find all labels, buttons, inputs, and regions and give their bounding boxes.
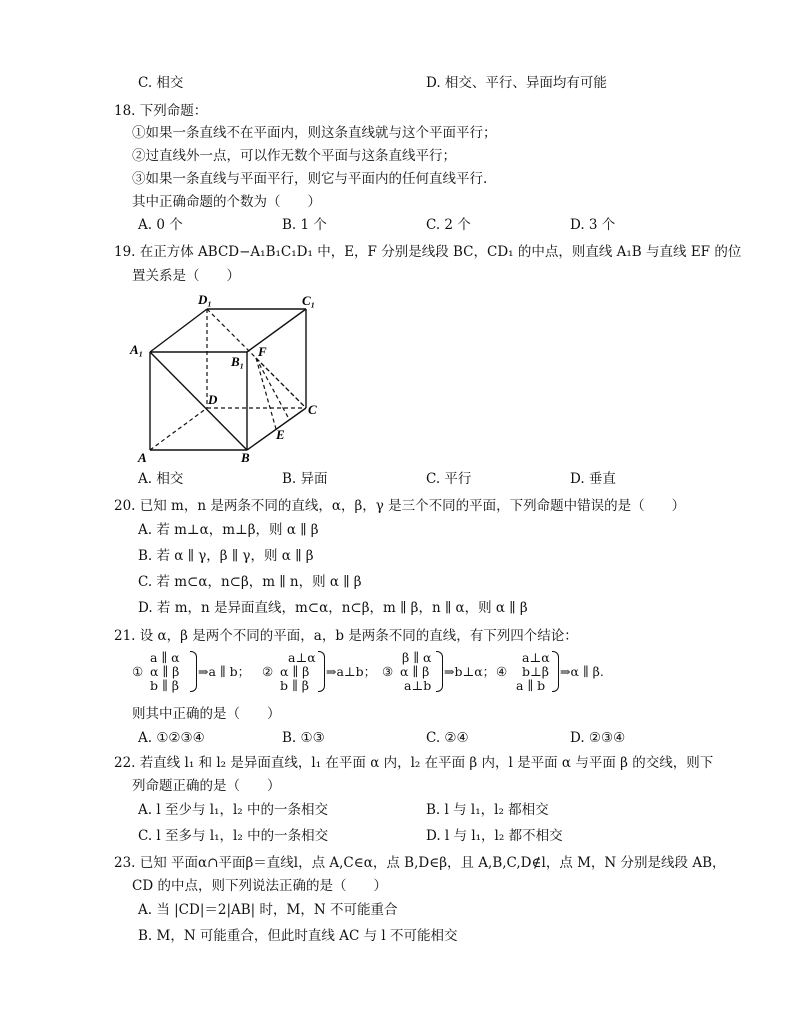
q21-c1-result: ⇒a ∥ b；	[198, 664, 251, 679]
q19-option-b: B. 异面	[282, 471, 328, 487]
q19-stem-line1: 19. 在正方体 ABCD−A₁B₁C₁D₁ 中，E，F 分别是线段 BC，CD₁ 的中点，则直线 A₁B 与直线 EF 的位	[114, 244, 742, 260]
q18-ask: 其中正确命题的个数为（ ）	[132, 194, 321, 210]
q21-c1-line2: α ∥ β	[150, 664, 180, 679]
cube-figure	[126, 288, 336, 466]
q23-stem-line1: 23. 已知 平面α∩平面β＝直线l，点 A,C∈α，点 B,D∈β，且 A,B,C,D∉l，点 M，N 分别是线段 AB，	[114, 855, 726, 871]
q17-option-d: D. 相交、平行、异面均有可能	[426, 75, 607, 91]
label-c1: C₁	[302, 293, 316, 308]
q21-option-a: A. ①②③④	[138, 730, 205, 746]
q20-option-d: D. 若 m，n 是异面直线，m⊂α，n⊂β，m ∥ β，n ∥ α，则 α ∥ β	[138, 600, 528, 616]
label-f: F	[258, 344, 267, 359]
q21-c4-line1: a⊥α	[522, 650, 550, 665]
q21-c3-number: ③	[382, 664, 394, 679]
q21-c1-line3: b ∥ β	[150, 678, 179, 693]
q20-option-c: C. 若 m⊂α，n⊂β，m ∥ n，则 α ∥ β	[138, 574, 362, 590]
q22-option-a: A. l 至少与 l₁，l₂ 中的一条相交	[138, 802, 328, 818]
q21-c2-line3: b ∥ β	[280, 678, 309, 693]
q21-c3-line1: β ∥ α	[402, 650, 432, 665]
q21-c1-brace	[190, 651, 197, 692]
q18-item-1: ①如果一条直线不在平面内，则这条直线就与这个平面平行；	[132, 125, 497, 141]
q21-c2-number: ②	[262, 664, 274, 679]
label-b: B	[241, 450, 250, 465]
q21-c4-line3: a ∥ b	[516, 678, 546, 693]
q21-c3-line3: a⊥b	[404, 678, 432, 693]
q21-conclusions	[132, 650, 672, 694]
q21-c4-number: ④	[496, 664, 508, 679]
q21-ask: 则其中正确的是（ ）	[132, 706, 281, 722]
q21-option-d: D. ②③④	[570, 730, 626, 746]
q21-c3-result: ⇒b⊥α；	[444, 664, 496, 679]
label-b1: B₁	[231, 354, 245, 369]
label-a: A	[138, 450, 147, 465]
q21-c2-line2: α ∥ β	[280, 664, 310, 679]
q18-item-3: ③如果一条直线与平面平行，则它与平面内的任何直线平行.	[132, 171, 488, 187]
q20-stem: 20. 已知 m，n 是两条不同的直线，α，β，γ 是三个不同的平面，下列命题中错误的是（ ）	[114, 498, 686, 514]
q18-option-a: A. 0 个	[138, 217, 183, 233]
q17-option-c: C. 相交	[138, 75, 184, 91]
label-d1: D₁	[198, 292, 212, 307]
label-a1: A₁	[130, 342, 144, 357]
q21-option-b: B. ①③	[282, 730, 325, 746]
q21-c1-number: ①	[132, 664, 144, 679]
q21-c4-line2: b⊥β	[522, 664, 549, 679]
q21-c3-line2: α ∥ β	[400, 664, 430, 679]
q21-c2-line1: a⊥α	[288, 650, 316, 665]
q21-c4-result: ⇒α ∥ β.	[560, 664, 604, 679]
q23-stem-line2: CD 的中点，则下列说法正确的是（ ）	[132, 878, 387, 894]
q22-stem-line2: 列命题正确的是（ ）	[132, 778, 281, 794]
q21-c2-brace	[318, 651, 325, 692]
q19-stem-line2: 置关系是（ ）	[132, 268, 240, 284]
q21-c3-brace	[436, 651, 443, 692]
q21-option-c: C. ②④	[426, 730, 469, 746]
label-e: E	[276, 427, 285, 442]
label-c: C	[308, 402, 317, 417]
q19-option-d: D. 垂直	[570, 471, 616, 487]
q21-stem: 21. 设 α，β 是两个不同的平面，a，b 是两条不同的直线，有下列四个结论：	[114, 628, 578, 644]
q21-c1-line1: a ∥ α	[150, 650, 180, 665]
q23-option-a: A. 当 |CD|＝2|AB| 时，M，N 不可能重合	[138, 902, 398, 918]
q22-option-c: C. l 至多与 l₁，l₂ 中的一条相交	[138, 828, 329, 844]
q18-item-2: ②过直线外一点，可以作无数个平面与这条直线平行；	[132, 148, 456, 164]
q21-c2-result: ⇒a⊥b；	[326, 664, 377, 679]
q18-option-b: B. 1 个	[282, 217, 327, 233]
q18-stem: 18. 下列命题：	[114, 103, 208, 119]
q22-option-b: B. l 与 l₁，l₂ 都相交	[426, 802, 549, 818]
q20-option-a: A. 若 m⊥α，m⊥β，则 α ∥ β	[138, 522, 319, 538]
q22-stem-line1: 22. 若直线 l₁ 和 l₂ 是异面直线，l₁ 在平面 α 内，l₂ 在平面 β 内，l 是平面 α 与平面 β 的交线，则下	[114, 755, 714, 771]
q18-option-c: C. 2 个	[426, 217, 471, 233]
q19-option-a: A. 相交	[138, 471, 184, 487]
label-d: D	[208, 392, 218, 407]
q22-option-d: D. l 与 l₁，l₂ 都不相交	[426, 828, 563, 844]
q18-option-d: D. 3 个	[570, 217, 616, 233]
q19-option-c: C. 平行	[426, 471, 472, 487]
q20-option-b: B. 若 α ∥ γ，β ∥ γ，则 α ∥ β	[138, 548, 314, 564]
q23-option-b: B. M，N 可能重合，但此时直线 AC 与 l 不可能相交	[138, 928, 458, 944]
q21-c4-brace	[552, 651, 559, 692]
